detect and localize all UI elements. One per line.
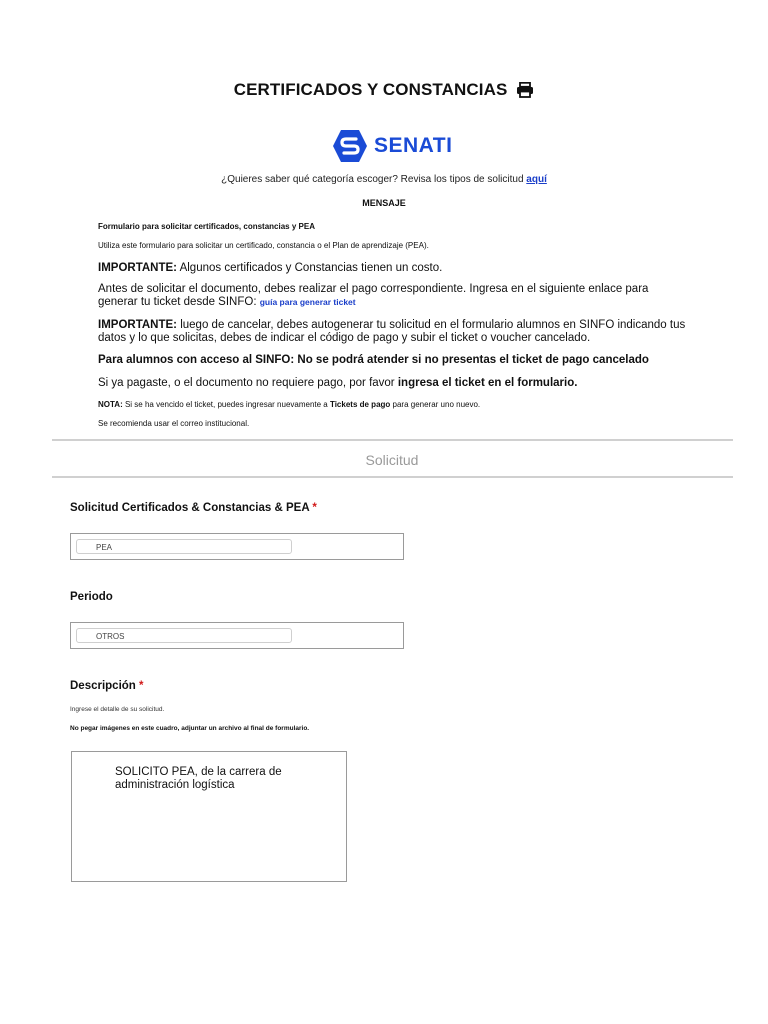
divider-top xyxy=(52,439,733,441)
important-label: IMPORTANTE: xyxy=(98,262,178,274)
sinfo-warning: Para alumnos con acceso al SINFO: No se podrá atender si no presentas el ticket de pago cancelado xyxy=(98,354,649,366)
paid-bold: ingresa el ticket en el formulario. xyxy=(397,377,578,389)
page-title-text: CERTIFICADOS Y CONSTANCIAS xyxy=(233,80,508,99)
nota xyxy=(98,400,688,409)
descripcion-warning: No pegar imágenes en este cuadro, adjuntar un archivo al final de formulario. xyxy=(70,725,310,732)
nota-bold: Tickets de pago xyxy=(329,400,391,409)
payment-text: Antes de solicitar el documento, debes realizar el pago correspondiente. Ingresa en el siguiente enlace para generar tu ticket desde SINFO: xyxy=(98,283,649,308)
senati-logo-icon xyxy=(332,129,368,163)
periodo-select-value[interactable]: OTROS xyxy=(76,628,292,643)
form-title: Formulario para solicitar certificados, constancias y PEA xyxy=(98,222,315,231)
paid-instructions xyxy=(98,377,688,390)
important-text: Algunos certificados y Constancias tienen un costo. xyxy=(177,262,443,274)
logo-text: SENATI xyxy=(374,134,453,157)
guide-link[interactable]: guía para generar ticket xyxy=(259,297,356,307)
nota-end: para generar uno nuevo. xyxy=(390,400,481,409)
descripcion-textarea[interactable] xyxy=(71,751,347,882)
category-help xyxy=(0,174,768,185)
payment-instructions xyxy=(98,283,688,309)
nota-label: NOTA: xyxy=(98,400,123,409)
solicitud-label-text: Solicitud Certificados & Constancias & PEA xyxy=(70,502,310,514)
paid-text: Si ya pagaste, o el documento no requiere pago, por favor xyxy=(98,377,398,389)
descripcion-value: SOLICITO PEA, de la carrera de administración logística xyxy=(115,766,282,791)
email-note: Se recomienda usar el correo institucional. xyxy=(98,419,250,428)
periodo-label: Periodo xyxy=(70,591,113,603)
descripcion-help: Ingrese el detalle de su solicitud. xyxy=(70,706,165,713)
divider-bottom xyxy=(52,476,733,478)
section-title: Solicitud xyxy=(365,452,419,468)
page-title xyxy=(0,80,768,103)
important-cost xyxy=(98,262,688,275)
important-label-2: IMPORTANTE: xyxy=(98,319,178,331)
category-text: ¿Quieres saber qué categoría escoger? Revisa los tipos de solicitud xyxy=(221,174,524,185)
important-steps xyxy=(98,319,688,345)
periodo-select[interactable] xyxy=(70,622,404,649)
mensaje-label: MENSAJE xyxy=(362,198,406,208)
required-mark: * xyxy=(139,680,144,692)
important-steps-text: luego de cancelar, debes autogenerar tu solicitud en el formulario alumnos en SINFO indicando tus datos y lo que solicitas, debes de indicar el código de pago y subir el ticket o voucher cancelado. xyxy=(98,319,686,344)
solicitud-select[interactable] xyxy=(70,533,404,560)
print-icon[interactable] xyxy=(516,82,534,103)
solicitud-label xyxy=(70,502,317,514)
descripcion-label xyxy=(70,680,144,692)
nota-text: Si se ha vencido el ticket, puedes ingresar nuevamente a xyxy=(122,400,330,409)
category-link[interactable]: aquí xyxy=(526,174,547,185)
solicitud-select-value[interactable]: PEA xyxy=(76,539,292,554)
senati-logo xyxy=(332,129,452,163)
form-description: Utiliza este formulario para solicitar un certificado, constancia o el Plan de aprendizaje (PEA). xyxy=(98,241,429,250)
descripcion-label-text: Descripción xyxy=(70,680,136,692)
required-mark: * xyxy=(312,502,317,514)
